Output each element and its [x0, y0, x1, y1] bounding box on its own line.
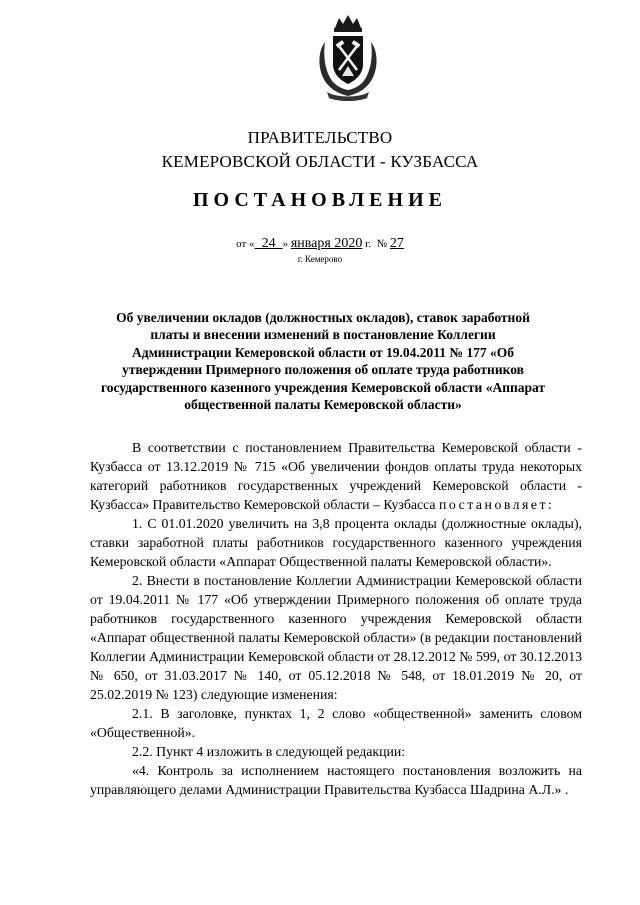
- body-paragraph-2-1: 2.1. В заголовке, пунктах 1, 2 слово «общественной» заменить словом «Общественной».: [90, 706, 582, 740]
- document-subject: Об увеличении окладов (должностных окладов), ставок заработной платы и внесении изменений в постановление Коллегии Администрации Кемеровской области от 19.04.2011 № 177 «Об утверждении Примерного положения об оплате труда работников государственного казенного учреждения Кемеровской области «Аппарат общественной палаты Кемеровской области»: [100, 310, 546, 413]
- date-prefix: от «: [236, 238, 255, 250]
- coat-of-arms-icon: [313, 12, 383, 102]
- document-type-title: ПОСТАНОВЛЕНИЕ: [193, 189, 447, 211]
- date-number-line: [0, 237, 640, 251]
- city-name: г. Кемерово: [297, 254, 343, 264]
- document-number: 27: [389, 236, 404, 251]
- body-paragraph-2-2: 2.2. Пункт 4 изложить в следующей редакции:: [132, 744, 406, 759]
- body-paragraph-1: 1. С 01.01.2020 увеличить на 3,8 процента оклады (должностные оклады), ставки заработной платы работников государственного казенного учреждения Кемеровской области «Аппарат Общественной палаты Кемеровской области».: [90, 516, 582, 569]
- date-year-suffix: г. №: [362, 238, 388, 250]
- date-month-year: января 2020: [290, 236, 363, 251]
- organization-name-line2: КЕМЕРОВСКОЙ ОБЛАСТИ - КУЗБАССА: [161, 152, 479, 171]
- preamble-text: В соответствии с постановлением Правительства Кемеровской области - Кузбасса от 13.12.2019 № 715 «Об увеличении фондов оплаты труда некоторых категорий работников государственных учреждений Кемеровской области - Кузбасса» Правительство Кемеровской области – Кузбасса: [90, 440, 582, 512]
- organization-name-line1: ПРАВИТЕЛЬСТВО: [247, 128, 393, 147]
- document-body: [90, 438, 582, 799]
- date-day: 24: [254, 236, 283, 251]
- resolve-word: постановляет:: [438, 497, 555, 512]
- body-paragraph-2: 2. Внести в постановление Коллегии Администрации Кемеровской области от 19.04.2011 № 177 «Об утверждении Примерного положения об оплате труда работников государственного казенного учреждения Кемеровской области «Аппарат общественной палаты Кемеровской области» (в редакции постановлений Коллегии Администрации Кемеровской области от 28.12.2012 № 599, от 30.12.2013 № 650, от 31.03.2017 № 140, от 05.12.2018 № 548, от 18.01.2019 № 20, от 25.02.2019 № 123) следующие изменения:: [90, 573, 582, 702]
- date-mid: »: [282, 238, 291, 250]
- body-paragraph-quote-4: «4. Контроль за исполнением настоящего постановления возложить на управляющего делами Администрации Правительства Кузбасса Шадрина А.Л.» .: [90, 763, 582, 797]
- body-paragraph-preamble: [90, 438, 582, 514]
